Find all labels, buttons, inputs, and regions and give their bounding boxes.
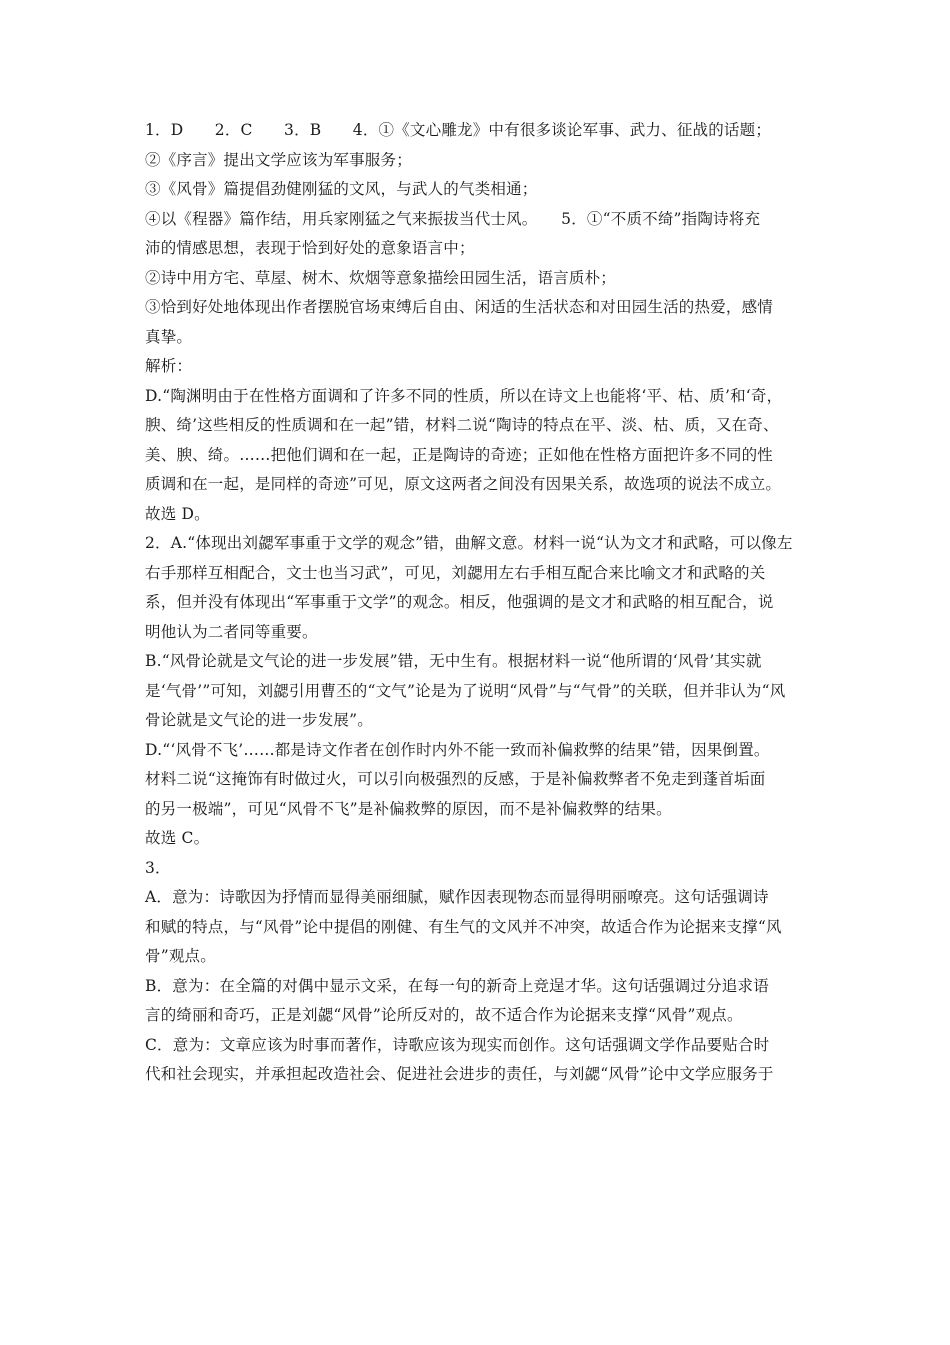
text-line: 故选 C。 [145,829,210,847]
text-line: ②诗中用方宅、草屋、树木、炊烟等意象描绘田园生活，语言质朴； [145,268,617,287]
analysis-heading: 解析： [145,357,193,375]
text-line: 腴、绮’这些相反的性质调和在一起”错，材料二说“陶诗的特点在平、淡、枯、质，又在奇、 [145,416,779,434]
text-line: 美、腴、绮。……把他们调和在一起，正是陶诗的奇迹；正如他在性格方面把许多不同的性 [145,445,774,464]
text-line: C．意为：文章应该为时事而著作，诗歌应该为现实而创作。这句话强调文学作品要贴合时 [145,1035,770,1054]
text-line: 沛的情感思想，表现于恰到好处的意象语言中； [145,239,475,257]
text-line: 的另一极端”，可见“风骨不飞”是补偏救弊的原因，而不是补偏救弊的结果。 [145,799,672,818]
text-line: 1．D 2．C 3．B 4．①《文心雕龙》中有很多谈论军事、武力、征战的话题； [145,121,772,139]
text-line: D.“陶渊明由于在性格方面调和了许多不同的性质，所以在诗文上也能将‘平、枯、质’和‘奇， [145,386,783,405]
text-line: 言的绮丽和奇巧，正是刘勰“风骨”论所反对的，故不适合作为论据来支撑“风骨”观点。 [145,1006,743,1024]
text-line: ④以《程器》篇作结，用兵家刚猛之气来振拔当代士风。 5．①“不质不绮”指陶诗将充 [145,209,761,228]
text-line: 故选 D。 [145,504,210,523]
text-line: B.“风骨论就是文气论的进一步发展”错，无中生有。根据材料一说“他所谓的‘风骨’其实就 [145,652,762,670]
text-line: 材料二说“这掩饰有时做过火，可以引向极强烈的反感，于是补偏救弊者不免走到蓬首垢面 [145,770,766,788]
text-line: ③恰到好处地体现出作者摆脱官场束缚后自由、闲适的生活状态和对田园生活的热爱，感情 [145,298,774,316]
text-line: ③《风骨》篇提倡劲健刚猛的文风，与武人的气类相通； [145,180,538,198]
answer-text-block [145,116,825,1090]
text-line: 2．A.“体现出刘勰军事重于文学的观念”错，曲解文意。材料一说“认为文才和武略，可以像左 [145,534,793,552]
text-line: 是‘气骨’”可知，刘勰引用曹丕的“文气”论是为了说明“风骨”与“气骨”的关联，但并非认为“风 [145,681,786,700]
text-line: 明他认为二者同等重要。 [145,622,318,641]
text-line: 真挚。 [145,327,193,346]
text-line: ②《序言》提出文学应该为军事服务； [145,150,412,169]
text-line: 骨论就是文气论的进一步发展”。 [145,711,373,729]
text-line: A．意为：诗歌因为抒情而显得美丽细腻，赋作因表现物态而显得明丽嘹亮。这句话强调诗 [145,888,769,906]
text-line: 3． [145,858,171,877]
text-line: D.“‘风骨不飞’……都是诗文作者在创作时内外不能一致而补偏救弊的结果”错，因果倒置。 [145,740,770,759]
text-line: B．意为：在全篇的对偶中显示文采，在每一句的新奇上竞逞才华。这句话强调过分追求语 [145,976,769,995]
text-line: 骨”观点。 [145,947,216,965]
text-line: 右手那样互相配合，文士也当习武”，可见，刘勰用左右手相互配合来比喻文才和武略的关 [145,563,766,582]
text-line: 系，但并没有体现出“军事重于文学”的观念。相反，他强调的是文才和武略的相互配合，说 [145,593,774,611]
text-line: 代和社会现实，并承担起改造社会、促进社会进步的责任，与刘勰“风骨”论中文学应服务于 [145,1065,774,1083]
text-line: 质调和在一起，是同样的奇迹”可见，原文这两者之间没有因果关系，故选项的说法不成立。 [145,475,782,493]
text-line: 和赋的特点，与“风骨”论中提倡的刚健、有生气的文风并不冲突，故适合作为论据来支撑“风 [145,917,782,936]
